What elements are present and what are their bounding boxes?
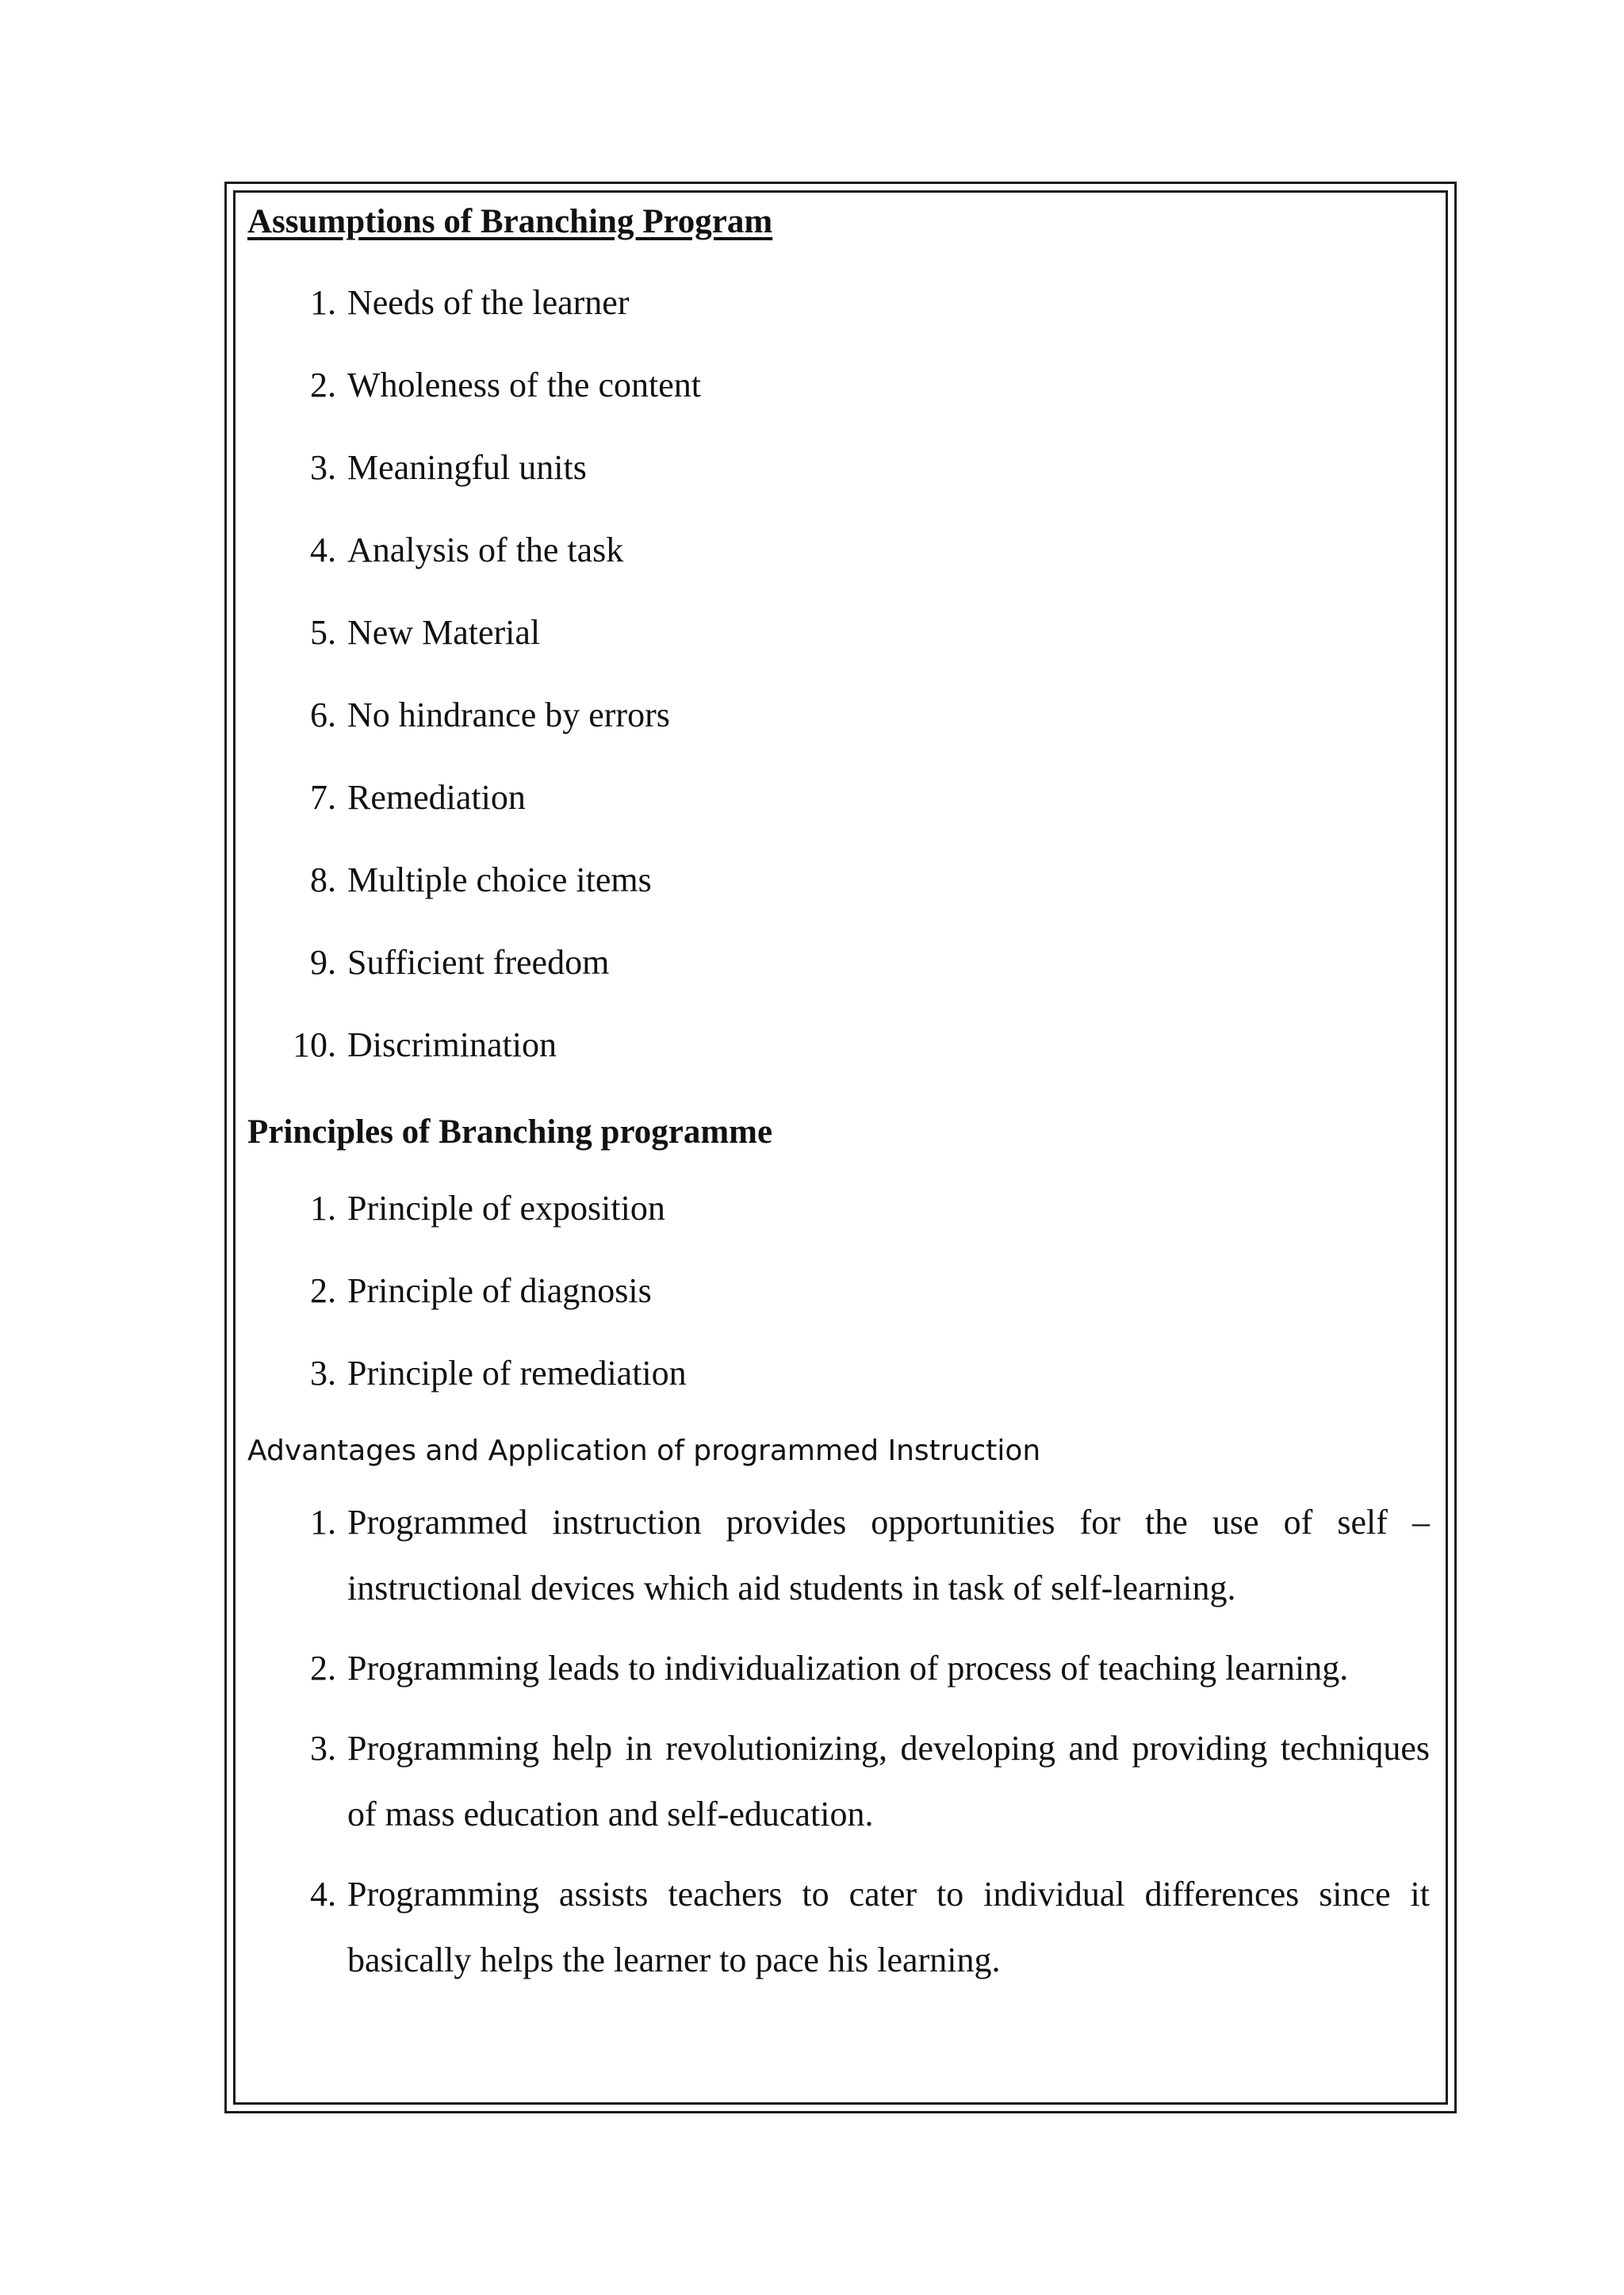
item-text: Meaningful units <box>347 448 587 487</box>
list-item <box>247 427 1430 509</box>
item-number: 4. <box>310 531 336 569</box>
item-number: 9. <box>310 943 336 982</box>
item-number: 1. <box>310 283 336 322</box>
list-item <box>247 1861 1430 1993</box>
list-item <box>247 1715 1430 1847</box>
advantages-heading: Advantages and Application of programmed Instruction <box>247 1435 1041 1467</box>
item-number: 2. <box>310 1271 336 1310</box>
assumptions-list <box>247 262 1430 1086</box>
item-number: 2. <box>310 366 336 404</box>
list-item <box>247 344 1430 427</box>
list-item <box>247 839 1430 921</box>
list-item <box>247 1250 1430 1332</box>
list-item <box>247 921 1430 1004</box>
list-item <box>247 1489 1430 1621</box>
item-number: 6. <box>310 695 336 734</box>
list-item <box>247 1004 1430 1086</box>
item-number: 1. <box>310 1503 336 1542</box>
item-number: 5. <box>310 613 336 652</box>
assumptions-heading: Assumptions of Branching Program <box>247 203 773 240</box>
item-text: Remediation <box>347 778 526 817</box>
item-number: 7. <box>310 778 336 817</box>
list-item <box>247 1167 1430 1250</box>
item-number: 2. <box>310 1649 336 1688</box>
item-text: Principle of diagnosis <box>347 1271 652 1310</box>
item-number: 4. <box>310 1875 336 1914</box>
item-text: Discrimination <box>347 1025 557 1064</box>
item-text: No hindrance by errors <box>347 695 670 734</box>
item-number: 3. <box>310 448 336 487</box>
item-text: Wholeness of the content <box>347 366 701 404</box>
principles-heading: Principles of Branching programme <box>247 1113 773 1151</box>
list-item <box>247 1635 1430 1701</box>
item-number: 3. <box>310 1729 336 1768</box>
item-text: Programming leads to individualization of process of teaching learning. <box>347 1649 1349 1688</box>
item-number: 3. <box>310 1354 336 1393</box>
item-text: Sufficient freedom <box>347 943 610 982</box>
item-text: Programming assists teachers to cater to individual differences since it basically helps the learner to pace his learning. <box>347 1875 1430 1979</box>
list-item <box>247 509 1430 592</box>
list-item <box>247 757 1430 839</box>
item-text: New Material <box>347 613 541 652</box>
item-number: 8. <box>310 860 336 899</box>
item-text: Programmed instruction provides opportunities for the use of self – instructional devices which aid students in task of self-learning. <box>347 1503 1430 1607</box>
list-item <box>247 262 1430 344</box>
advantages-list <box>247 1489 1430 1993</box>
item-text: Needs of the learner <box>347 283 630 322</box>
item-text: Principle of remediation <box>347 1354 687 1393</box>
list-item <box>247 592 1430 674</box>
list-item <box>247 1332 1430 1415</box>
item-text: Analysis of the task <box>347 531 624 569</box>
document-content <box>247 197 1430 1993</box>
item-number: 10. <box>293 1025 336 1064</box>
principles-list <box>247 1167 1430 1415</box>
list-item <box>247 674 1430 757</box>
document-frame <box>224 182 1457 2113</box>
item-text: Multiple choice items <box>347 860 652 899</box>
item-text: Programming help in revolutionizing, developing and providing techniques of mass education and self-education. <box>347 1729 1430 1833</box>
item-number: 1. <box>310 1189 336 1228</box>
item-text: Principle of exposition <box>347 1189 665 1228</box>
